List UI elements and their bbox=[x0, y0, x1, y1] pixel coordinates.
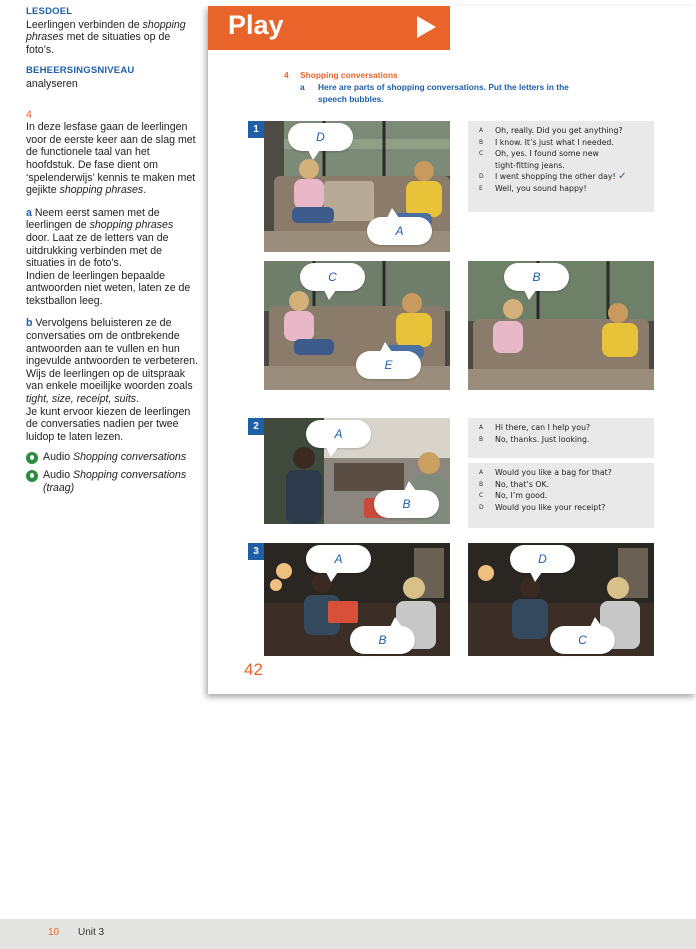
option-text bbox=[495, 171, 654, 183]
niveau-label: BEHEERSINGSNIVEAU bbox=[26, 65, 135, 77]
bubble-letter: E bbox=[384, 358, 393, 372]
bubble-letter: B bbox=[532, 270, 541, 284]
bubble-tail bbox=[308, 150, 320, 160]
speech-bubble[interactable] bbox=[306, 420, 371, 448]
bubble-letter: D bbox=[538, 552, 547, 566]
exercise-title: Shopping conversations bbox=[300, 70, 398, 80]
play-icon bbox=[414, 15, 438, 39]
section-badge-2: 2 bbox=[248, 418, 264, 435]
speech-bubble[interactable] bbox=[550, 626, 615, 654]
lesdoel-text-em: shopping phrases bbox=[26, 18, 186, 44]
bubble-letter: B bbox=[402, 497, 411, 511]
option-letter: C bbox=[479, 150, 484, 158]
option-row bbox=[468, 502, 654, 514]
audio-2-title: Shopping conversations bbox=[73, 469, 187, 482]
exercise-header bbox=[284, 69, 569, 105]
lesdoel-text bbox=[26, 19, 198, 57]
bubble-tail bbox=[524, 290, 536, 300]
niveau-text: analyseren bbox=[26, 77, 78, 90]
bubble-letter: D bbox=[316, 130, 325, 144]
speech-bubble[interactable] bbox=[374, 490, 439, 518]
audio-2-prefix: Audio bbox=[43, 469, 74, 482]
speech-bubble[interactable] bbox=[356, 351, 421, 379]
step-a-text-2: door. Laat ze de letters van de uitdrukking verbinden met de situaties in de foto’s. bbox=[26, 231, 169, 270]
step-b-text-4: Je kunt ervoor kiezen de leerlingen de conversaties nadien per twee luidop te laten lezen. bbox=[26, 405, 191, 443]
step-a-text-1: Neem eerst samen met de leerlingen de bbox=[26, 206, 160, 232]
step-a-text-3: Indien de leerlingen bepaalde antwoorden niet weten, laten ze de tekstballon leeg. bbox=[26, 269, 191, 307]
intro-text bbox=[26, 121, 198, 197]
step-a-text-em: shopping phrases bbox=[89, 219, 174, 232]
option-letter: E bbox=[479, 184, 483, 192]
bubble-tail bbox=[390, 617, 402, 627]
options-box-2a bbox=[468, 418, 654, 458]
step-a-text bbox=[26, 207, 198, 270]
option-text: Would you like a bag for that? bbox=[495, 468, 612, 477]
lesdoel-label: LESDOEL bbox=[26, 6, 73, 17]
section-badge-3: 3 bbox=[248, 543, 264, 560]
exercise-number: 4 bbox=[284, 70, 289, 80]
audio-link-2-label bbox=[43, 469, 186, 494]
speech-bubble[interactable] bbox=[288, 123, 353, 151]
option-letter: C bbox=[479, 492, 484, 500]
option-row bbox=[468, 490, 654, 502]
teacher-notes bbox=[26, 6, 198, 495]
speech-bubble[interactable] bbox=[510, 545, 575, 573]
audio-icon bbox=[26, 452, 38, 464]
audio-link-1-label bbox=[43, 451, 186, 464]
option-text: Oh, yes. I found some new bbox=[495, 149, 599, 159]
audio-1-title: Shopping conversations bbox=[73, 451, 187, 464]
option-text: No, thanks. Just looking. bbox=[495, 434, 590, 444]
option-text: Would you like your receipt? bbox=[495, 502, 606, 512]
speech-bubble[interactable] bbox=[350, 626, 415, 654]
option-row bbox=[468, 467, 654, 479]
option-row bbox=[468, 183, 654, 195]
step-b-text-1: Vervolgens beluisteren ze de conversaties om de ontbrekende antwoorden aan te vullen en hun ingevulde antwoorden te verbeteren. bbox=[26, 317, 198, 368]
bubble-letter: A bbox=[395, 224, 404, 238]
play-banner bbox=[208, 6, 450, 50]
speech-bubble[interactable] bbox=[300, 263, 365, 291]
sub-letter: a bbox=[300, 82, 305, 92]
footer-page-number: 10 bbox=[48, 927, 60, 938]
option-text: I know. It’s just what I needed. bbox=[495, 137, 614, 147]
bubble-letter: C bbox=[578, 633, 587, 647]
option-row bbox=[468, 434, 654, 446]
bubble-letter: A bbox=[334, 427, 343, 441]
option-letter bbox=[468, 160, 495, 172]
step-b-label: b bbox=[26, 317, 33, 330]
lesdoel-text-2: met de situaties op de foto’s. bbox=[26, 31, 171, 56]
instruction-2: speech bubbles. bbox=[318, 94, 384, 104]
speech-bubble[interactable] bbox=[306, 545, 371, 573]
option-row bbox=[468, 160, 654, 172]
audio-link-2[interactable] bbox=[26, 469, 198, 494]
step-number: 4 bbox=[26, 108, 32, 121]
option-row bbox=[468, 479, 654, 491]
option-row bbox=[468, 137, 654, 149]
option-row bbox=[468, 171, 654, 183]
option-letter: B bbox=[479, 138, 484, 146]
speech-bubble[interactable] bbox=[504, 263, 569, 291]
bubble-letter: B bbox=[378, 633, 387, 647]
footer bbox=[0, 919, 696, 949]
bubble-tail bbox=[404, 481, 416, 491]
audio-link-1[interactable] bbox=[26, 451, 198, 464]
option-text: Oh, really. Did you get anything? bbox=[495, 126, 623, 135]
option-text: Hi there, can I help you? bbox=[495, 423, 591, 432]
step-a-label: a bbox=[26, 206, 32, 219]
option-row bbox=[468, 422, 654, 434]
step-b-text-2a: Wijs de leerlingen op de uitspraak van enkele moeilijke woorden zoals bbox=[26, 367, 193, 393]
option-letter: D bbox=[479, 503, 484, 511]
option-letter: B bbox=[479, 480, 484, 488]
bubble-tail bbox=[590, 617, 602, 627]
bubble-tail bbox=[326, 572, 338, 582]
lesdoel-text-1: Leerlingen verbinden de bbox=[26, 18, 143, 31]
check-icon: ✓ bbox=[618, 171, 627, 183]
footer-unit: Unit 3 bbox=[78, 927, 105, 938]
bubble-tail bbox=[380, 342, 392, 352]
bubble-tail bbox=[387, 208, 399, 218]
step-b-text bbox=[26, 317, 198, 367]
banner-title: Play bbox=[228, 10, 284, 40]
step-b-text-2 bbox=[26, 368, 198, 406]
option-letter: A bbox=[479, 127, 484, 134]
intro-text-1: In deze lesfase gaan de leerlingen voor de eerste keer aan de slag met de functionele taal van het hoofdstuk. De fase dient om ‘spelenderwijs’ kennis te maken met gejikte bbox=[26, 121, 196, 197]
option-text: Well, you sound happy! bbox=[495, 183, 587, 193]
audio-1-prefix: Audio bbox=[43, 451, 74, 464]
option-text: tight-fitting jeans. bbox=[495, 160, 565, 170]
audio-icon bbox=[26, 470, 38, 482]
speech-bubble[interactable] bbox=[367, 217, 432, 245]
options-box-1 bbox=[468, 121, 654, 212]
bubble-tail bbox=[530, 572, 542, 582]
bubble-tail bbox=[324, 290, 336, 300]
instruction-1: Here are parts of shopping conversations. Put the letters in the bbox=[318, 82, 569, 92]
bubble-tail bbox=[326, 447, 338, 457]
option-letter: B bbox=[479, 435, 484, 443]
bubble-letter: A bbox=[334, 552, 343, 566]
bubble-letter: C bbox=[328, 270, 337, 284]
intro-text-em: shopping phrases bbox=[59, 184, 144, 197]
student-page-number: 42 bbox=[244, 660, 263, 679]
option-row bbox=[468, 148, 654, 160]
option-letter: D bbox=[479, 173, 484, 181]
step-b-text-3: . bbox=[136, 393, 140, 406]
options-box-2b bbox=[468, 463, 654, 528]
option-text: No, I’m good. bbox=[495, 491, 548, 501]
option-letter: A bbox=[479, 469, 484, 476]
intro-text-2: . bbox=[143, 184, 147, 197]
option-text: No, that’s OK. bbox=[495, 479, 550, 489]
section-badge-1: 1 bbox=[248, 121, 264, 138]
option-text-body: I went shopping the other day! bbox=[495, 172, 616, 182]
step-b-text-em: tight, size, receipt, suits bbox=[26, 393, 137, 406]
student-page bbox=[208, 6, 696, 694]
option-row bbox=[468, 125, 654, 137]
option-letter: A bbox=[479, 424, 484, 431]
audio-2-suffix: (traag) bbox=[43, 482, 75, 494]
